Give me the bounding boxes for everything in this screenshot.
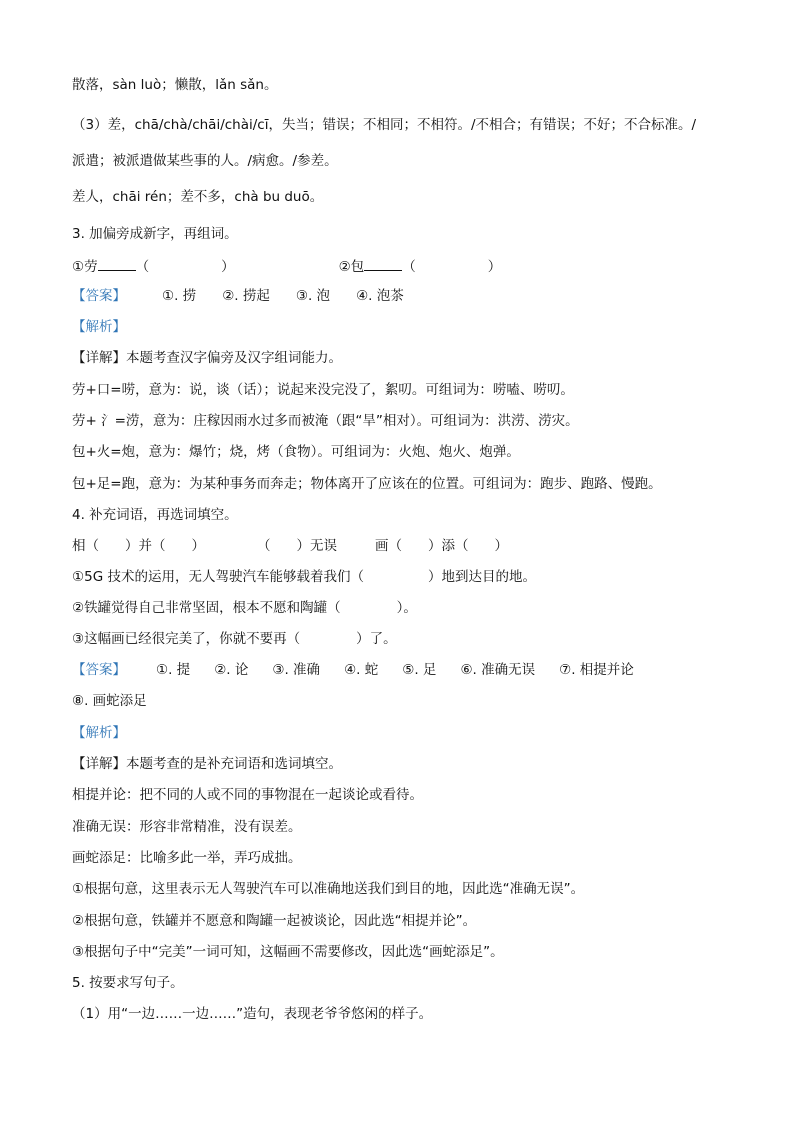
answer-item: ②. 论 bbox=[214, 662, 249, 678]
q4-words bbox=[72, 537, 508, 555]
answer-tag: 【答案】 bbox=[72, 288, 126, 304]
sentence-part: ）了。 bbox=[356, 631, 397, 647]
answer-line bbox=[72, 287, 430, 305]
detail-line: 【详解】本题考查的是补充词语和选词填空。 bbox=[72, 756, 342, 772]
sentence-part: ①5G 技术的运用，无人驾驶汽车能够载着我们（ bbox=[72, 569, 364, 585]
question-title: 3. 加偏旁成新字，再组词。 bbox=[72, 226, 238, 242]
word-part: （ bbox=[257, 538, 271, 554]
question-title: 4. 补充词语，再选词填空。 bbox=[72, 507, 238, 523]
detail-line: 【详解】本题考查汉字偏旁及汉字组词能力。 bbox=[72, 350, 342, 366]
text-line: 派遣；被派遣做某些事的人。/病愈。/参差。 bbox=[72, 153, 338, 169]
explanation-line: 准确无误：形容非常精准，没有误差。 bbox=[72, 819, 302, 835]
explanation-line: ②根据句意，铁罐并不愿意和陶罐一起被谈论，因此选“相提并论”。 bbox=[72, 913, 477, 929]
explanation-line: 相提并论：把不同的人或不同的事物混在一起谈论或看待。 bbox=[72, 787, 423, 803]
word-part: 画（ bbox=[375, 538, 402, 554]
paren-close: ） bbox=[487, 259, 502, 275]
answer-item: ③. 准确 bbox=[272, 662, 321, 678]
q3-item1-char: ①劳 bbox=[72, 259, 98, 275]
answer-line bbox=[72, 661, 634, 679]
answer-item: ⑦. 相提并论 bbox=[559, 662, 634, 678]
paren-open: （ bbox=[402, 259, 416, 275]
explanation-line: ③根据句子中“完美”一词可知，这幅画不需要修改，因此选“画蛇添足”。 bbox=[72, 944, 504, 960]
answer-item: ②. 捞起 bbox=[222, 288, 270, 304]
q4-sentence bbox=[72, 630, 397, 648]
word-part: ） bbox=[494, 538, 508, 554]
q4-sentence bbox=[72, 568, 536, 586]
sentence-part: ）地到达目的地。 bbox=[427, 569, 536, 585]
answer-item: ①. 提 bbox=[156, 662, 191, 678]
answer-item: ④. 泡茶 bbox=[356, 288, 404, 304]
answer-item: ⑤. 足 bbox=[402, 662, 437, 678]
analysis-tag: 【解析】 bbox=[72, 319, 126, 335]
word-part: ）并（ bbox=[125, 538, 166, 554]
blank-line[interactable] bbox=[364, 256, 402, 271]
blank-line[interactable] bbox=[98, 256, 136, 271]
answer-item: ⑧. 画蛇添足 bbox=[72, 693, 147, 709]
word-part: ） bbox=[191, 538, 205, 554]
answer-item: ③. 泡 bbox=[295, 288, 331, 304]
analysis-tag: 【解析】 bbox=[72, 725, 126, 741]
question-line: （1）用“一边……一边……”造句，表现老爷爷悠闲的样子。 bbox=[72, 1006, 433, 1022]
explanation-line: 包+足=跑，意为：为某种事务而奔走；物体离开了应该在的位置。可组词为：跑步、跑路、慢跑。 bbox=[72, 476, 662, 492]
explanation-line: 劳+ 氵=涝，意为：庄稼因雨水过多而被淹（跟“旱”相对）。可组词为：洪涝、涝灾。 bbox=[72, 413, 579, 429]
word-part: ）无误 bbox=[296, 538, 337, 554]
word-part: 相（ bbox=[72, 538, 99, 554]
text-line: 散落，sàn luò；懒散，lǎn sǎn。 bbox=[72, 77, 278, 93]
paren-open: （ bbox=[135, 259, 150, 275]
word-part: ）添（ bbox=[428, 538, 469, 554]
q3-items bbox=[72, 256, 501, 276]
answer-item: ⑥. 准确无误 bbox=[460, 662, 536, 678]
answer-item: ①. 捞 bbox=[162, 288, 197, 304]
paren-close: ） bbox=[221, 259, 235, 275]
explanation-line: ①根据句意，这里表示无人驾驶汽车可以准确地送我们到目的地，因此选“准确无误”。 bbox=[72, 881, 585, 897]
answer-item: ④. 蛇 bbox=[344, 662, 379, 678]
q4-sentence bbox=[72, 599, 417, 617]
question-title: 5. 按要求写句子。 bbox=[72, 975, 184, 991]
q3-item2-char: ②包 bbox=[338, 259, 365, 275]
explanation-line: 画蛇添足：比喻多此一举，弄巧成拙。 bbox=[72, 850, 302, 866]
sentence-part: ）。 bbox=[396, 600, 417, 616]
text-line: （3）差，chā/chà/chāi/chài/cī，失当；错误；不相同；不相符。/不相合；有错误；不好；不合标准。/ bbox=[72, 117, 697, 133]
sentence-part: ②铁罐觉得自己非常坚固，根本不愿和陶罐（ bbox=[72, 600, 341, 616]
explanation-line: 包+火=炮，意为：爆竹；烧，烤（食物）。可组词为：火炮、炮火、炮弹。 bbox=[72, 444, 520, 460]
answer-tag: 【答案】 bbox=[72, 662, 126, 678]
sentence-part: ③这幅画已经很完美了，你就不要再（ bbox=[72, 631, 301, 647]
explanation-line: 劳+口=唠，意为：说，谈（话）；说起来没完没了，絮叨。可组词为：唠嗑、唠叨。 bbox=[72, 382, 574, 398]
text-line: 差人，chāi rén；差不多，chà bu duō。 bbox=[72, 189, 324, 205]
